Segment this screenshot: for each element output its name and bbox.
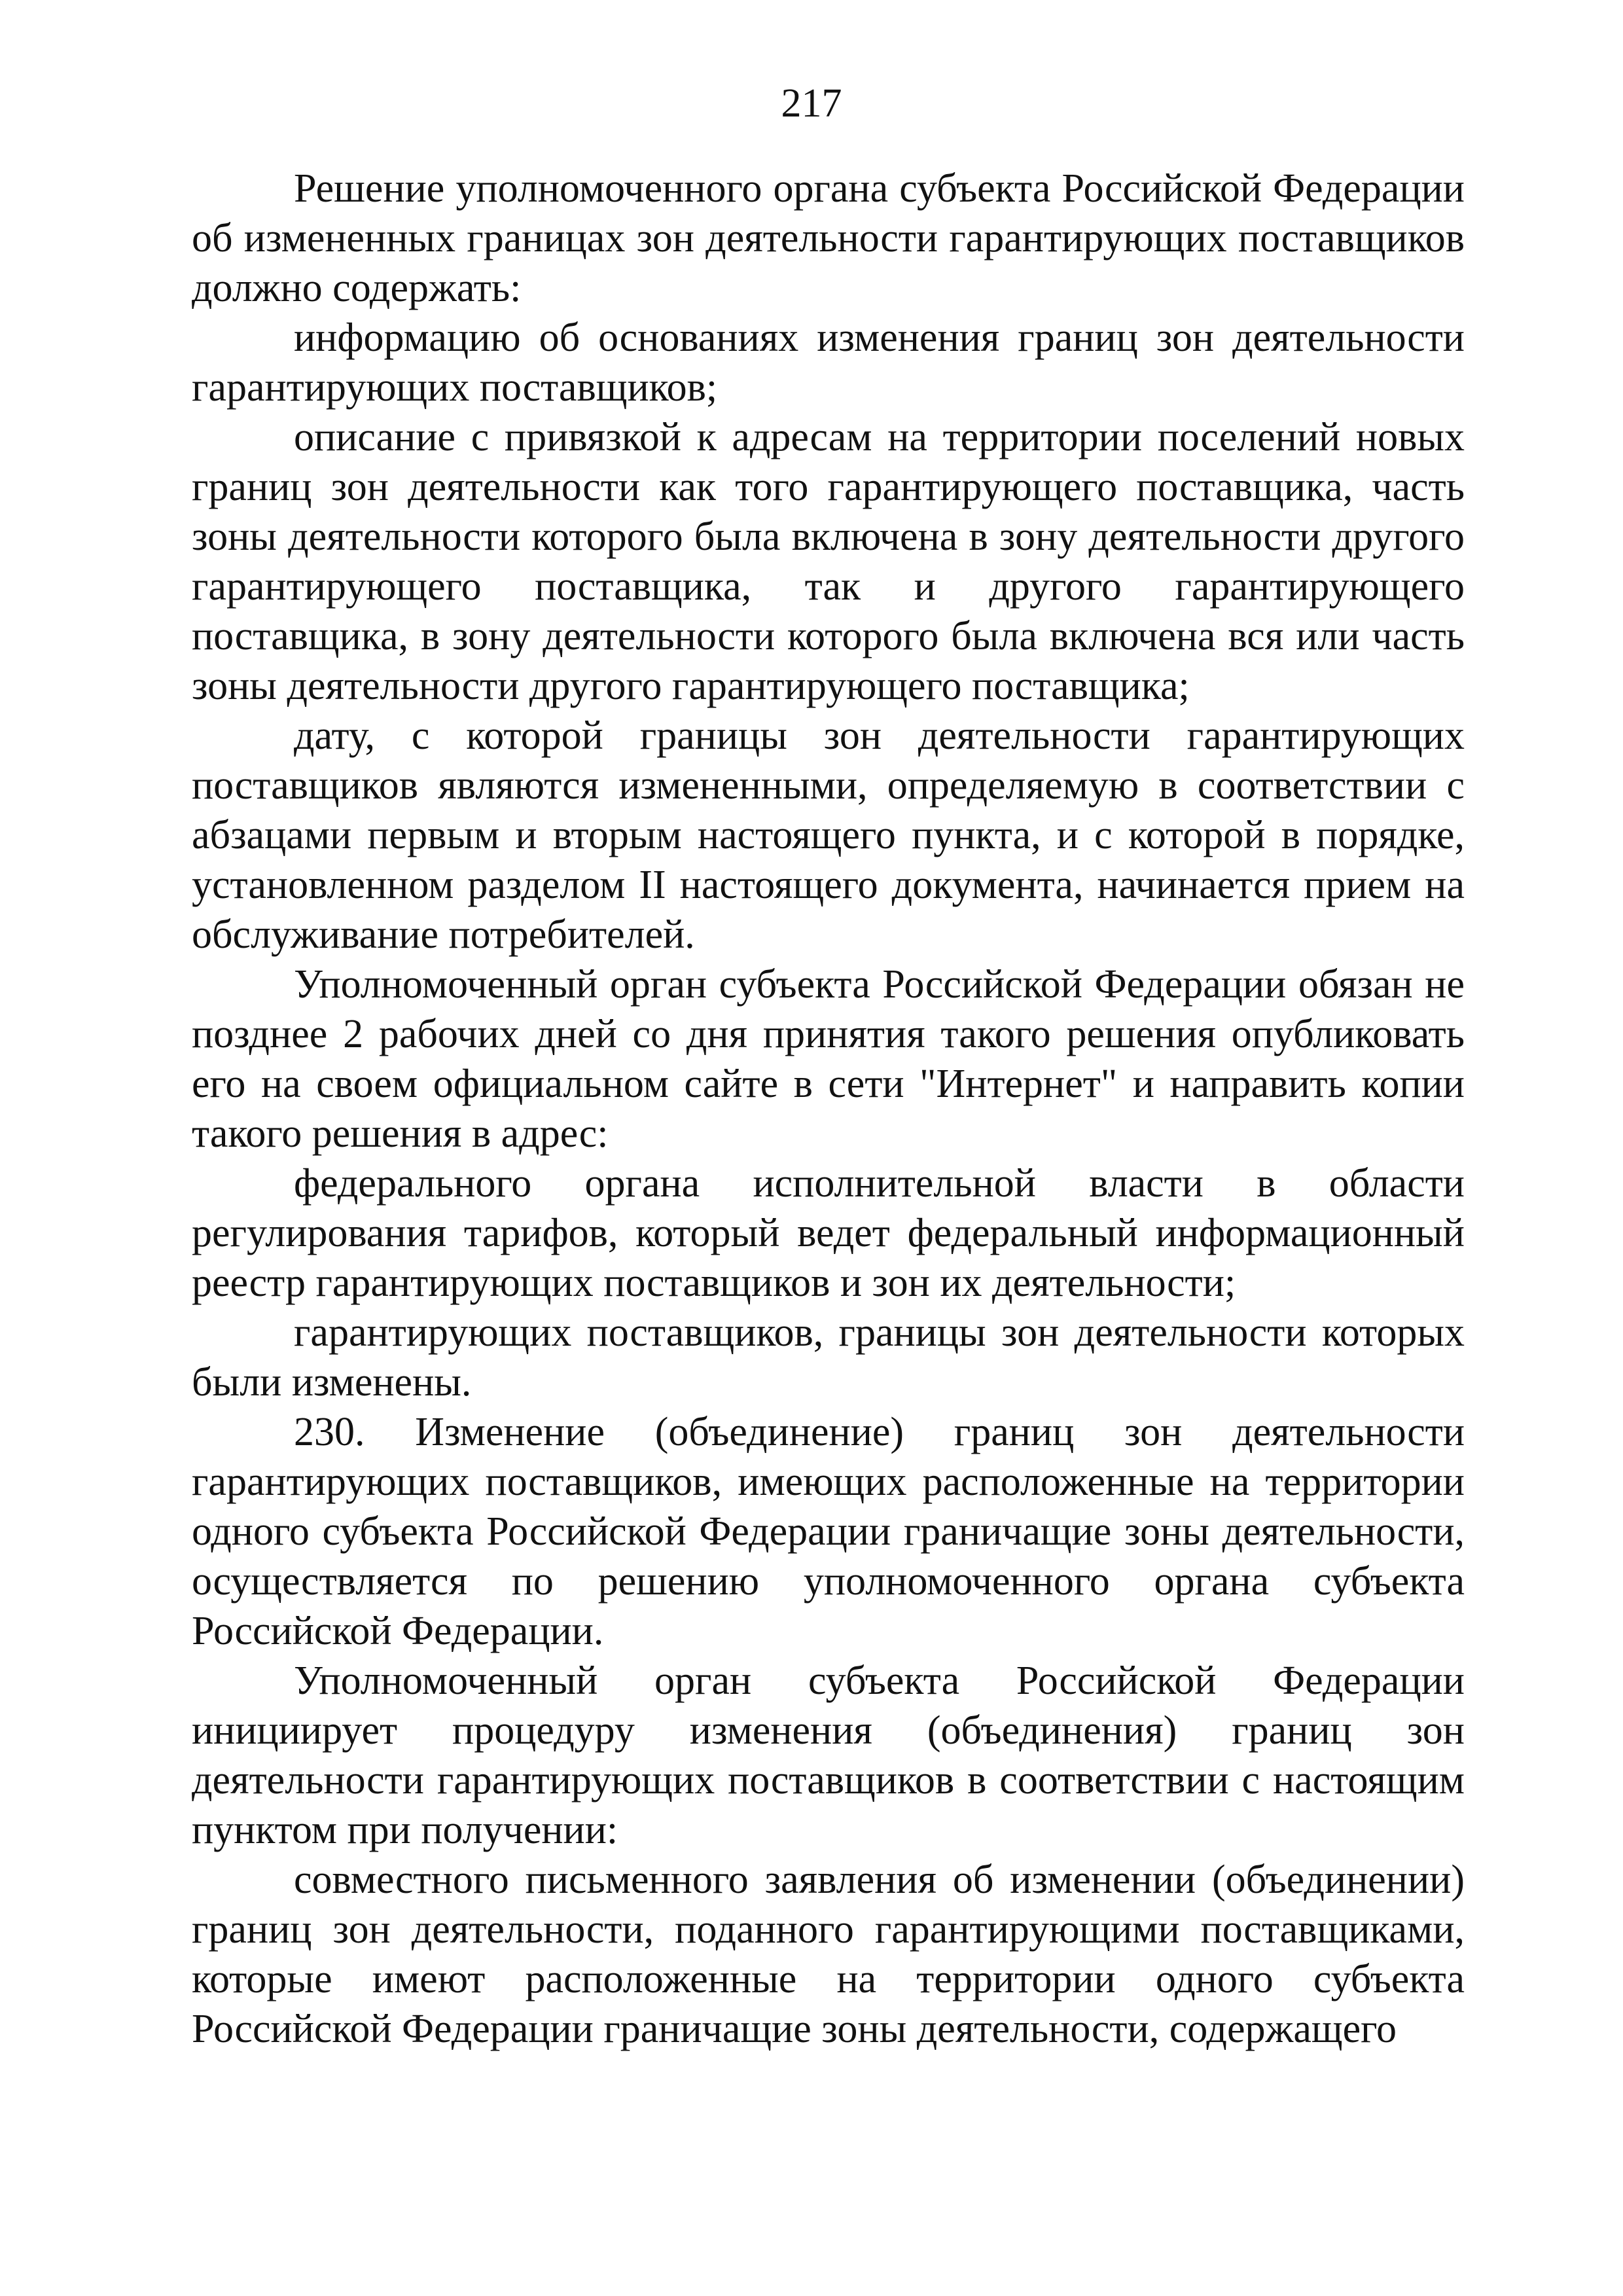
- paragraph-boundary-description: описание с привязкой к адресам на территории поселений новых границ зон деятельности как того гарантирующего поставщика, часть зоны деятельности которого была включена в зону деятельности другого гарантирующего поставщика, так и другого гарантирующего поставщика, в зону деятельности которого была включена вся или часть зоны деятельности другого гарантирующего поставщика;: [192, 415, 1465, 708]
- paragraph-recipient-suppliers: гарантирующих поставщиков, границы зон деятельности которых были изменены.: [192, 1310, 1465, 1405]
- paragraph-publication-duty: Уполномоченный орган субъекта Российской Федерации обязан не позднее 2 рабочих дней со дня принятия такого решения опубликовать его на своем официальном сайте в сети "Интернет" и направить копии такого решения в адрес:: [192, 962, 1465, 1156]
- paragraph-grounds-info: информацию об основаниях изменения границ зон деятельности гарантирующих поставщиков;: [192, 315, 1465, 410]
- document-body: [192, 164, 1465, 2054]
- paragraph-clause-230: 230. Изменение (объединение) границ зон деятельности гарантирующих поставщиков, имеющих расположенные на территории одного субъекта Российской Федерации граничащие зоны деятельности, осуществляется по решению уполномоченного органа субъекта Российской Федерации.: [192, 1410, 1465, 1653]
- paragraph-recipient-federal-body: федерального органа исполнительной власти в области регулирования тарифов, который ведет федеральный информационный реестр гарантирующих поставщиков и зон их деятельности;: [192, 1161, 1465, 1305]
- paragraph-decision-content: Решение уполномоченного органа субъекта Российской Федерации об измененных границах зон деятельности гарантирующих поставщиков должно содержать:: [192, 166, 1465, 310]
- page-number: 217: [781, 81, 842, 126]
- paragraph-procedure-initiation: Уполномоченный орган субъекта Российской Федерации инициирует процедуру изменения (объединения) границ зон деятельности гарантирующих поставщиков в соответствии с настоящим пунктом при получении:: [192, 1659, 1465, 1852]
- paragraph-change-date: дату, с которой границы зон деятельности гарантирующих поставщиков являются измененными, определяемую в соответствии с абзацами первым и вторым настоящего пункта, и с которой в порядке, установленном разделом II настоящего документа, начинается прием на обслуживание потребителей.: [192, 713, 1465, 957]
- paragraph-joint-application: совместного письменного заявления об изменении (объединении) границ зон деятельности, поданного гарантирующими поставщиками, которые имеют расположенные на территории одного субъекта Российской Федерации граничащие зоны деятельности, содержащего: [192, 1857, 1465, 2051]
